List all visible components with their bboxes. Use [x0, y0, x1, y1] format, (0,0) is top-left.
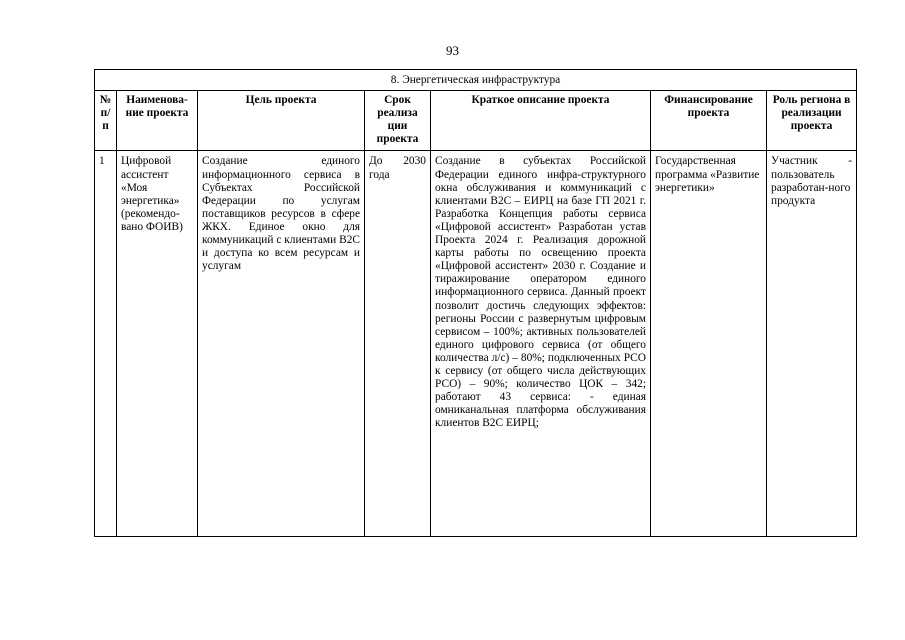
cell-role: Участник - пользователь разработан-ного продукта: [767, 151, 857, 537]
section-row: [95, 70, 857, 91]
table-row: [95, 151, 857, 537]
header-term: Срок реализа ции проекта: [365, 91, 431, 151]
header-description: Краткое описание проекта: [431, 91, 651, 151]
projects-table: [94, 69, 857, 537]
header-num: № п/п: [95, 91, 117, 151]
page-number: 93: [446, 43, 459, 58]
cell-goal: Создание единого информационного сервиса в Субъектах Российской Федерации по услугам поставщиков ресурсов в сфере ЖКХ. Единое окно для коммуникаций с клиентами B2C и доступа ко всем ресурсам и услугам: [198, 151, 365, 537]
cell-description: Создание в субъектах Российской Федерации единого инфра-структурного окна обслуживания и коммуникаций с клиентами B2C – ЕИРЦ на базе ГП 2021 г. Разработка Концепция работы сервиса «Цифровой ассистент» Разработан устав Проекта 2024 г. Реализация дорожной карты работы по освещению проекта «Цифровой ассистент» 2030 г. Создание и тиражирование оператором единого информационного сервиса. Данный проект позволит достичь следующих эффектов: регионы России с развернутым цифровым сервисом – 100%; активных пользователей единого цифрового сервиса (от общего количества л/с) – 80%; подключенных РСО к сервису (от общего числа действующих РСО) – 90%; количество ЦОК – 342; работают 43 сервиса: - единая омниканальная платформа обслуживания клиентов B2C ЕИРЦ;: [431, 151, 651, 537]
section-title: 8. Энергетическая инфраструктура: [95, 70, 857, 91]
cell-name: Цифровой ассистент «Моя энергетика» (рекомендо-вано ФОИВ): [117, 151, 198, 537]
header-financing: Финансирование проекта: [651, 91, 767, 151]
cell-num: 1: [95, 151, 117, 537]
header-row: [95, 91, 857, 151]
header-name: Наименова-ние проекта: [117, 91, 198, 151]
header-role: Роль региона в реализации проекта: [767, 91, 857, 151]
cell-financing: Государственная программа «Развитие энергетики»: [651, 151, 767, 537]
cell-term: До 2030 года: [365, 151, 431, 537]
header-goal: Цель проекта: [198, 91, 365, 151]
